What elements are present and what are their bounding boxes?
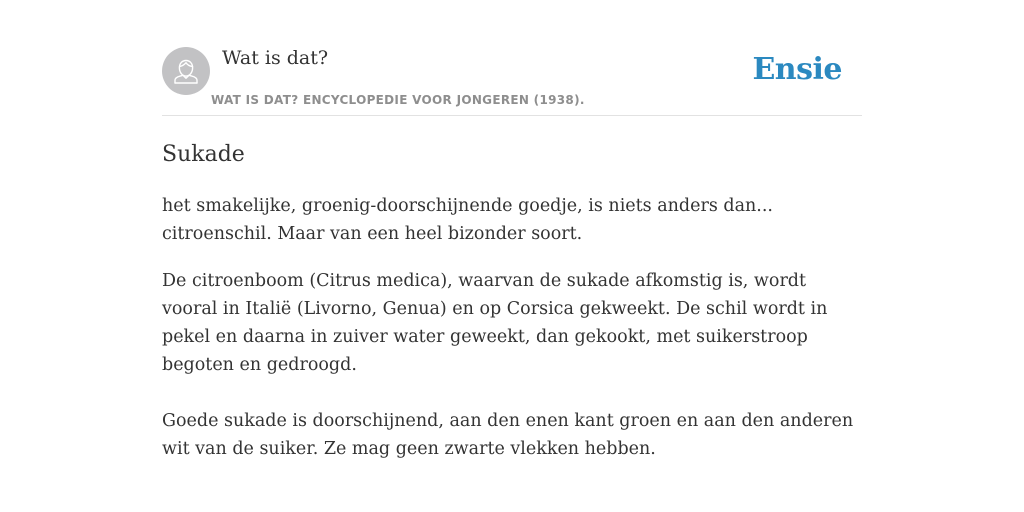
source-citation[interactable]: WAT IS DAT? ENCYCLOPEDIE VOOR JONGEREN (1938).	[211, 93, 585, 107]
article-paragraph-3: Goede sukade is doorschijnend, aan den enen kant groen en aan den anderen wit van de suiker. Ze mag geen zwarte vlekken hebben.	[162, 411, 854, 459]
article-paragraph-2: De citroenboom (Citrus medica), waarvan de sukade afkomstig is, wordt vooral in Italië (Livorno, Genua) en op Corsica gekweekt. De schil wordt in pekel en daarna in zuiver water geweekt, dan gekookt, met suikerstroop begoten en gedroogd.	[162, 271, 828, 375]
author-avatar[interactable]	[162, 47, 210, 95]
user-silhouette-icon	[162, 47, 210, 95]
article-paragraph-1: het smakelijke, groenig-doorschijnende goedje, is niets anders dan... citroenschil. Maar van een heel bizonder soort.	[162, 196, 773, 244]
author-name[interactable]: Wat is dat?	[222, 47, 329, 69]
brand-logo[interactable]: Ensie	[752, 52, 842, 87]
article-title: Sukade	[162, 142, 245, 167]
article-body	[162, 192, 862, 463]
article-header	[162, 0, 862, 116]
